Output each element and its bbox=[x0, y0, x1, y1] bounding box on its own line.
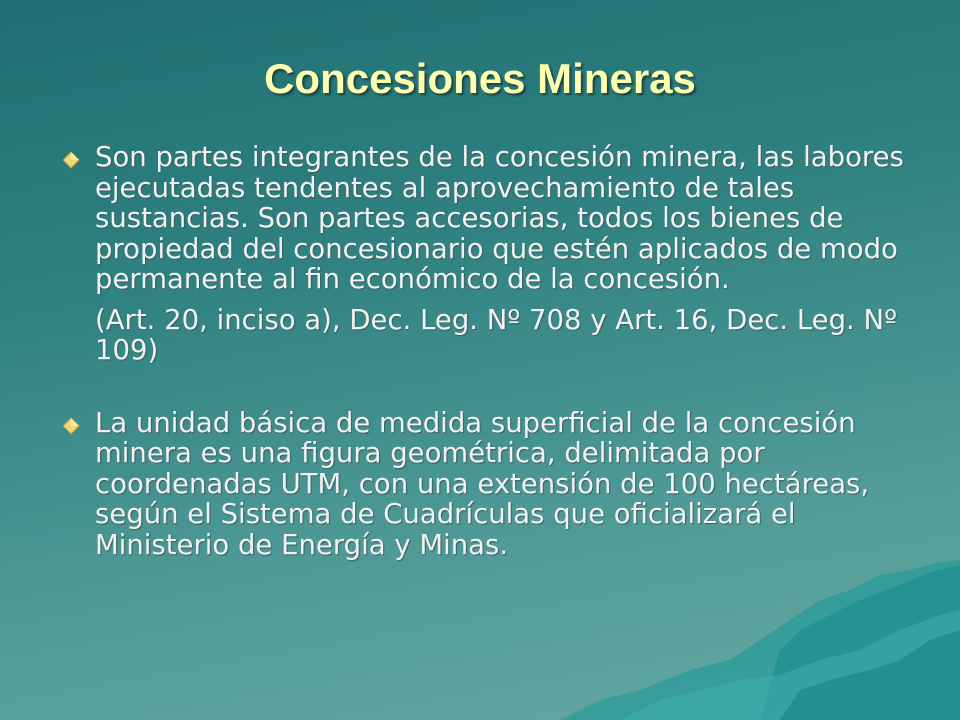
slide-title: Concesiones Mineras bbox=[264, 55, 696, 102]
bullet-continuation: (Art. 20, inciso a), Dec. Leg. Nº 708 y Art. 16, Dec. Leg. Nº 109) bbox=[95, 303, 898, 366]
bullet-text: La unidad básica de medida superficial de la concesión minera es una figura geométrica, delimitada por coordenadas UTM, con una extensión de 100 hectáreas, según el Sistema de Cuadrículas que oficializará el Ministerio de Energía y Minas. bbox=[95, 406, 870, 561]
bullet-item bbox=[60, 142, 910, 295]
bullet-list bbox=[60, 142, 910, 560]
bullet-text: Son partes integrantes de la concesión minera, las labores ejecutadas tendentes al aprovechamiento de tales sustancias. Son partes accesorias, todos los bienes de propiedad del concesionario que estén aplicados de modo permanente al fin económico de la concesión. bbox=[95, 141, 904, 295]
bullet-item bbox=[60, 408, 910, 561]
